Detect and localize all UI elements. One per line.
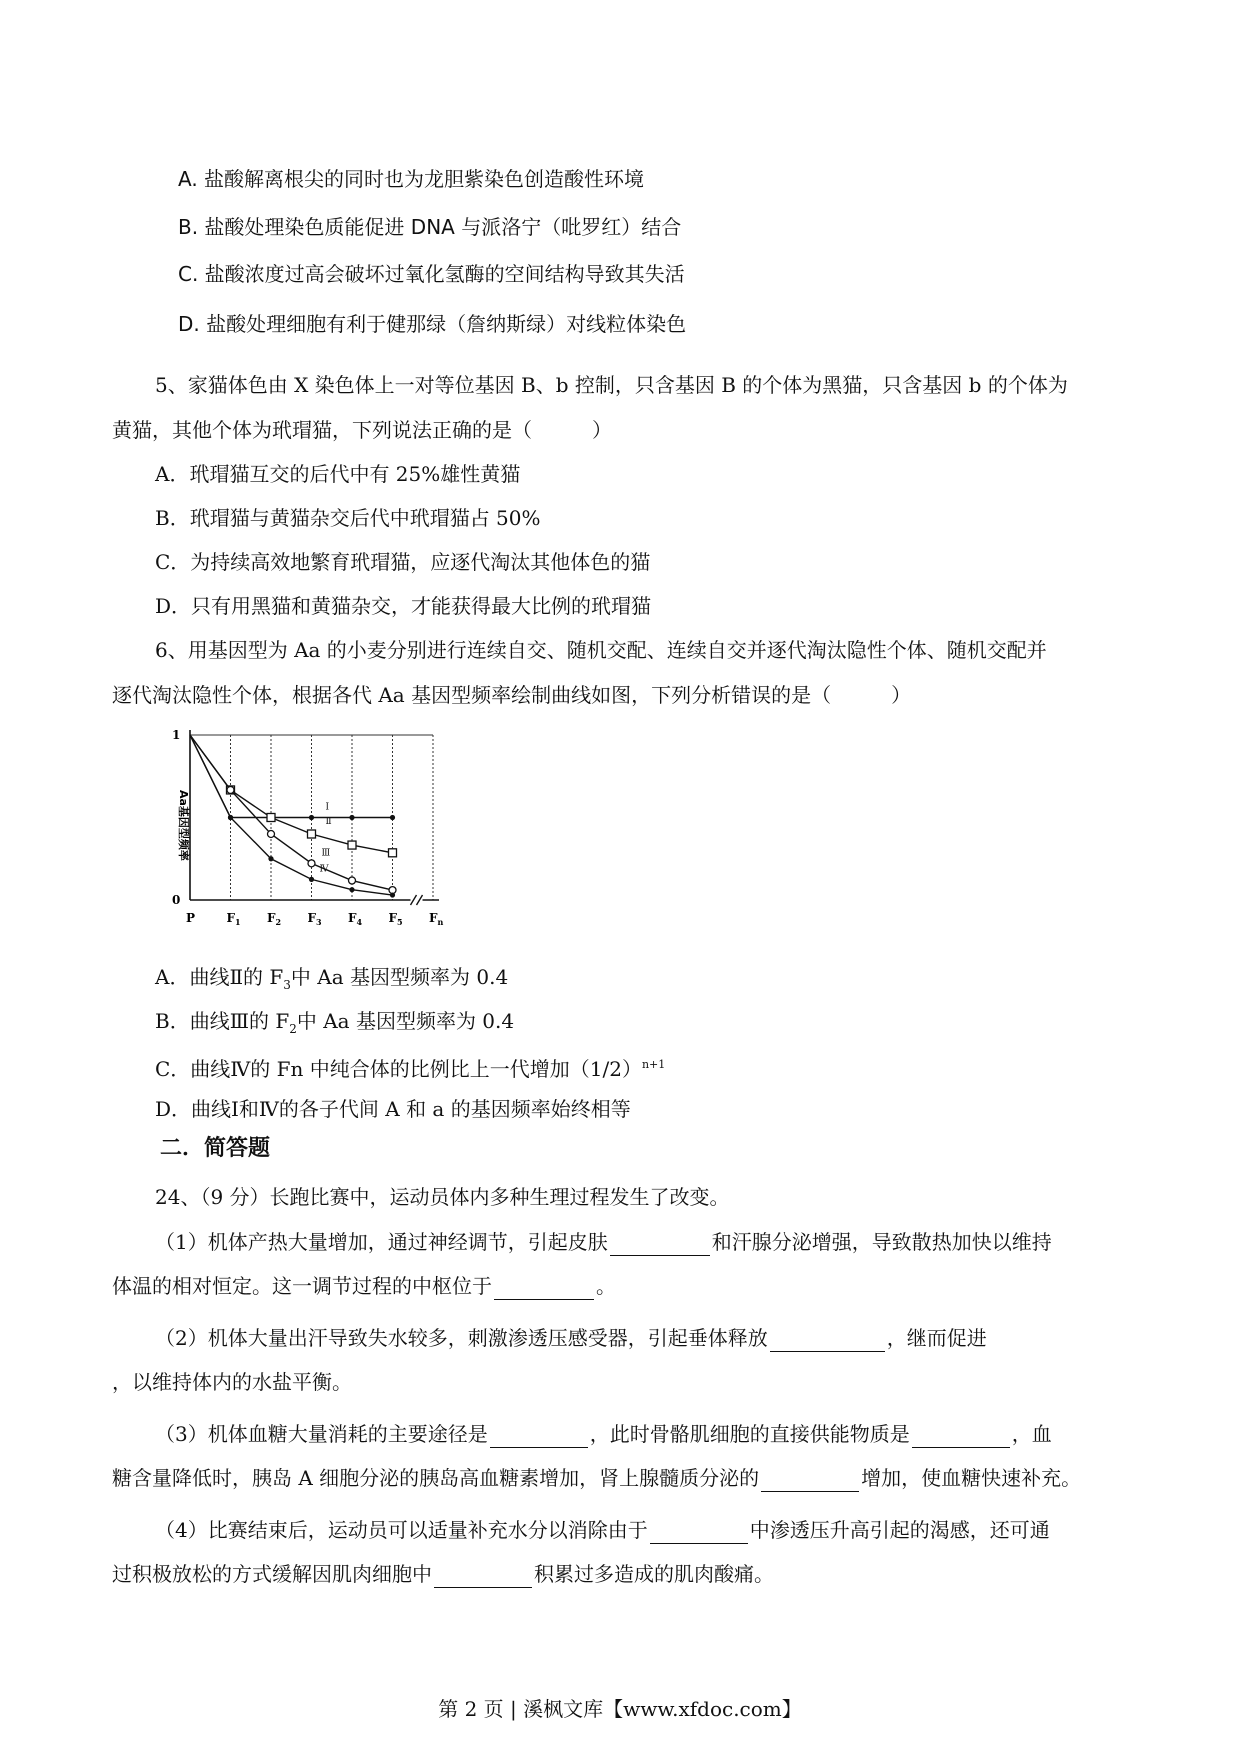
answer-blank[interactable]	[761, 1469, 859, 1492]
data-point	[349, 887, 354, 892]
x-tick-label: P	[186, 911, 196, 925]
q24-intro: 24、（9 分）长跑比赛中，运动员体内多种生理过程发生了改变。	[155, 1185, 730, 1209]
series-line	[190, 735, 393, 890]
series-label: Ⅰ	[325, 802, 330, 813]
q5-option-d: D．只有用黑猫和黄猫杂交，才能获得最大比例的玳瑁猫	[155, 594, 652, 618]
series-line	[190, 735, 393, 895]
data-point	[267, 814, 275, 822]
q6-option-c: C．曲线Ⅳ的 Fn 中纯合体的比例比上一代增加$(1/2)^{n+1}$	[155, 1057, 666, 1081]
q4-option-b: B. 盐酸处理染色质能促进 DNA 与派洛宁（吡罗红）结合	[178, 215, 682, 239]
data-point	[349, 877, 356, 884]
data-point	[308, 860, 315, 867]
answer-blank[interactable]	[610, 1233, 710, 1256]
q24-part4-line2: 过积极放松的方式缓解因肌肉细胞中 积累过多造成的肌肉酸痛。	[112, 1562, 774, 1586]
answer-blank[interactable]	[912, 1425, 1010, 1448]
x-tick-label: $F_3$	[307, 911, 322, 927]
answer-blank[interactable]	[494, 1277, 594, 1300]
data-point	[309, 877, 314, 882]
aa-frequency-chart	[168, 720, 458, 935]
series-label: Ⅱ	[325, 817, 332, 827]
data-point	[268, 831, 275, 838]
data-point	[268, 856, 273, 861]
answer-blank[interactable]	[434, 1565, 532, 1588]
axis-break	[417, 895, 423, 905]
q24-part3-line1: （3）机体血糖大量消耗的主要途径是 ，此时骨骼肌细胞的直接供能物质是 ，血	[155, 1422, 1052, 1446]
q5-stem-line1: 5、家猫体色由 X 染色体上一对等位基因 B、b 控制，只含基因 B 的个体为黑猫，只含基因 b 的个体为	[155, 373, 1068, 397]
series-label: Ⅳ	[319, 864, 329, 875]
q4-option-c: C. 盐酸浓度过高会破坏过氧化氢酶的空间结构导致其失活	[178, 262, 685, 286]
q24-part1-line1: （1）机体产热大量增加，通过神经调节，引起皮肤 和汗腺分泌增强，导致散热加快以维持	[155, 1230, 1052, 1254]
page-footer: 第 2 页 | 溪枫文库【www.xfdoc.com】	[438, 1697, 802, 1721]
q24-part1-line2: 体温的相对恒定。这一调节过程的中枢位于 。	[112, 1274, 616, 1298]
q5-option-c: C．为持续高效地繁育玳瑁猫，应逐代淘汰其他体色的猫	[155, 550, 651, 574]
q6-stem-line2: 逐代淘汰隐性个体，根据各代 Aa 基因型频率绘制曲线如图，下列分析错误的是（ ）	[112, 683, 912, 707]
q6-stem-line1: 6、用基因型为 Aa 的小麦分别进行连续自交、随机交配、连续自交并逐代淘汰隐性个体、随机交配并	[155, 638, 1047, 662]
q5-stem-line2: 黄猫，其他个体为玳瑁猫，下列说法正确的是（ ）	[112, 418, 612, 442]
q4-option-d: D. 盐酸处理细胞有利于健那绿（詹纳斯绿）对线粒体染色	[178, 312, 687, 336]
data-point	[390, 815, 395, 820]
axis-break	[411, 895, 417, 905]
y-axis-label: Aa基因型频率	[177, 790, 190, 861]
q5-option-a: A．玳瑁猫互交的后代中有 25%雄性黄猫	[155, 462, 521, 486]
answer-blank[interactable]	[490, 1425, 588, 1448]
series-label: Ⅲ	[321, 848, 331, 859]
data-point	[390, 892, 395, 897]
data-point	[349, 815, 354, 820]
x-tick-label: $F_n$	[429, 911, 444, 927]
q24-part2-line2: ，以维持体内的水盐平衡。	[112, 1370, 352, 1394]
x-tick-label: $F_1$	[226, 911, 241, 927]
q6-option-d: D．曲线Ⅰ和Ⅳ的各子代间 A 和 a 的基因频率始终相等	[155, 1097, 631, 1121]
q4-option-a: A. 盐酸解离根尖的同时也为龙胆紫染色创造酸性环境	[178, 167, 645, 191]
data-point	[227, 786, 234, 793]
data-point	[309, 815, 314, 820]
x-tick-label: $F_5$	[388, 911, 403, 927]
q24-part4-line1: （4）比赛结束后，运动员可以适量补充水分以消除由于 中渗透压升高引起的渴感，还可通	[155, 1518, 1050, 1542]
data-point	[348, 841, 356, 849]
q6-option-a: A．曲线Ⅱ的 $F_3$中 Aa 基因型频率为 0.4	[155, 965, 509, 992]
x-tick-label: $F_4$	[348, 911, 363, 927]
data-point	[389, 849, 397, 857]
q24-part2-line1: （2）机体大量出汗导致失水较多，刺激渗透压感受器，引起垂体释放 ，继而促进	[155, 1326, 987, 1350]
q5-option-b: B．玳瑁猫与黄猫杂交后代中玳瑁猫占 50%	[155, 506, 541, 530]
x-tick-label: $F_2$	[267, 911, 282, 927]
y-tick-label: 0	[172, 893, 181, 907]
answer-blank[interactable]	[770, 1329, 885, 1352]
q6-option-b: B．曲线Ⅲ的 $F_2$中 Aa 基因型频率为 0.4	[155, 1009, 515, 1036]
section-title: 二．简答题	[160, 1136, 271, 1161]
series-line	[190, 735, 393, 853]
y-tick-label: 1	[172, 728, 181, 742]
data-point	[308, 830, 316, 838]
answer-blank[interactable]	[650, 1521, 748, 1544]
data-point	[228, 815, 233, 820]
q24-part3-line2: 糖含量降低时，胰岛 A 细胞分泌的胰岛高血糖素增加，肾上腺髓质分泌的 增加，使血糖快速补充。	[112, 1466, 1082, 1490]
